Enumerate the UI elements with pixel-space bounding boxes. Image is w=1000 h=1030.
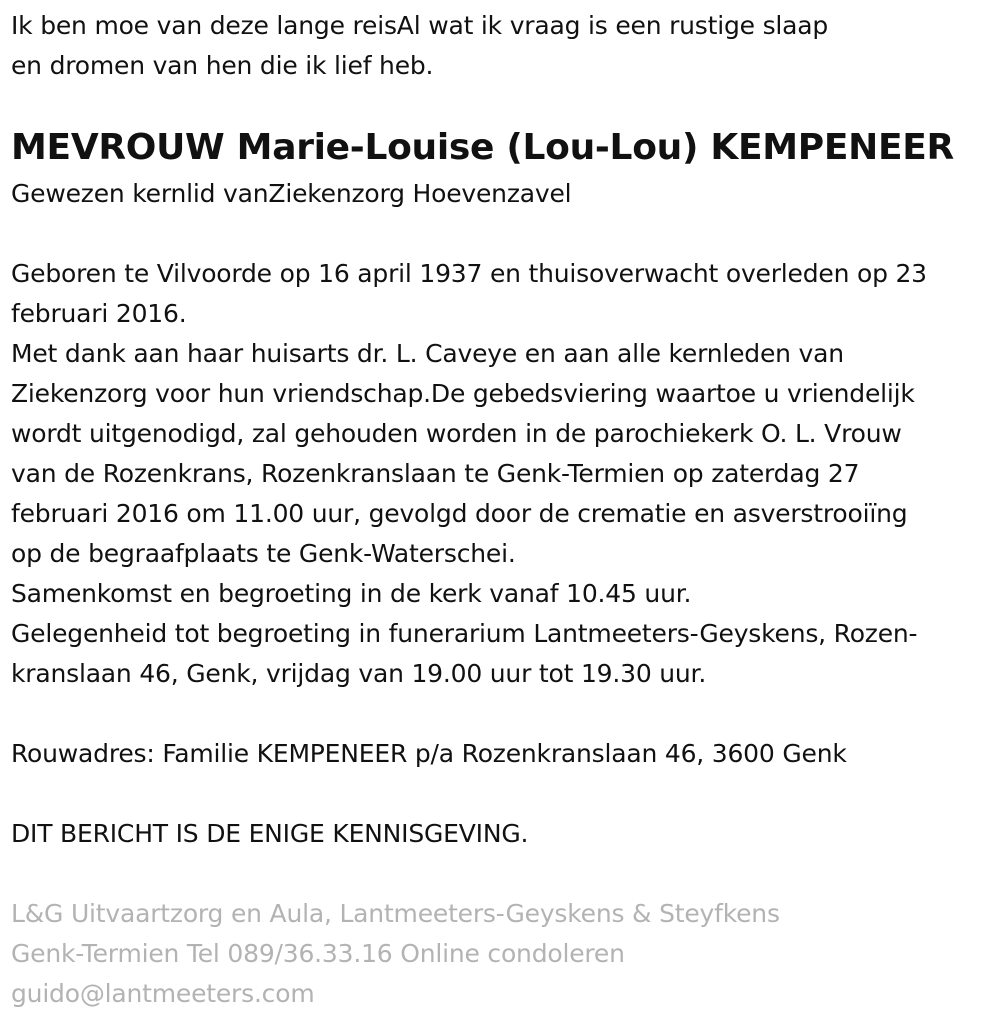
body-line: februari 2016.	[11, 299, 187, 328]
body-line: kranslaan 46, Genk, vrijdag van 19.00 uur tot 19.30 uur.	[11, 659, 707, 688]
deceased-subtitle: Gewezen kernlid vanZiekenzorg Hoevenzavel	[11, 179, 572, 208]
quote-line: en dromen van hen die ik lief heb.	[11, 51, 434, 80]
deceased-name: MEVROUW Marie-Louise (Lou-Lou) KEMPENEER	[11, 127, 954, 168]
footer-email[interactable]: guido@lantmeeters.com	[11, 979, 315, 1008]
quote-line: Ik ben moe van deze lange reisAl wat ik vraag is een rustige slaap	[11, 11, 829, 40]
spacer	[11, 694, 991, 734]
spacer	[11, 214, 991, 254]
footer-line: Genk-Termien Tel 089/36.33.16 Online condoleren	[11, 939, 625, 968]
spacer	[11, 774, 991, 814]
body-line: Ziekenzorg voor hun vriendschap.De gebedsviering waartoe u vriendelijk	[11, 379, 915, 408]
mourning-address: Rouwadres: Familie KEMPENEER p/a Rozenkranslaan 46, 3600 Genk	[11, 739, 847, 768]
body-line: Samenkomst en begroeting in de kerk vanaf 10.45 uur.	[11, 579, 692, 608]
opening-quote	[11, 6, 991, 86]
obituary-notice	[11, 6, 991, 1014]
footer-line: L&G Uitvaartzorg en Aula, Lantmeeters-Geyskens & Steyfkens	[11, 899, 780, 928]
body-line: Geboren te Vilvoorde op 16 april 1937 en thuisoverwacht overleden op 23	[11, 259, 927, 288]
body-line: wordt uitgenodigd, zal gehouden worden in de parochiekerk O. L. Vrouw	[11, 419, 902, 448]
funeral-home-footer	[11, 894, 991, 1014]
body-line: Gelegenheid tot begroeting in funerarium Lantmeeters-Geyskens, Rozen-	[11, 619, 918, 648]
notice-statement: DIT BERICHT IS DE ENIGE KENNISGEVING.	[11, 819, 529, 848]
body-line: op de begraafplaats te Genk-Waterschei.	[11, 539, 516, 568]
body-line: februari 2016 om 11.00 uur, gevolgd door de crematie en asverstrooiïng	[11, 499, 908, 528]
body-line: Met dank aan haar huisarts dr. L. Caveye en aan alle kernleden van	[11, 339, 844, 368]
body-line: van de Rozenkrans, Rozenkranslaan te Genk-Termien op zaterdag 27	[11, 459, 860, 488]
obituary-body	[11, 254, 991, 694]
